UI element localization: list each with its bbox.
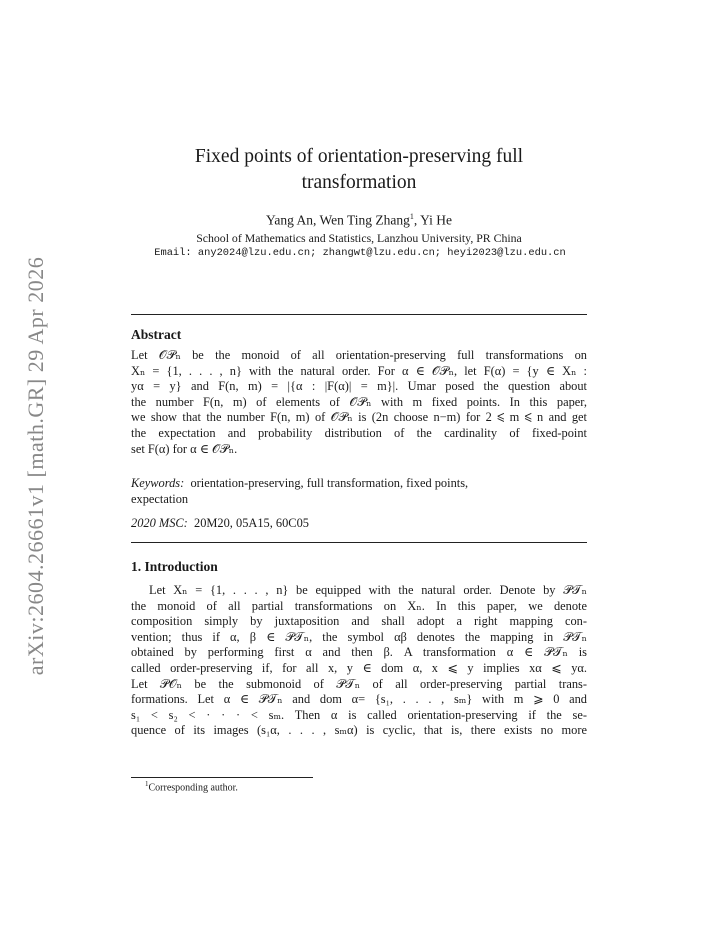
introduction-body (131, 583, 587, 739)
abstract-heading: Abstract (131, 327, 182, 342)
abstract-line: we show that the number F(n, m) of 𝒪𝒫ₙ is (2n choose n−m) for 2 ⩽ m ⩽ n and get (131, 410, 587, 425)
intro-line: quence of its images (s₁α, . . . , sₘα) is cyclic, that is, there exists no more (131, 723, 587, 738)
abstract-bottom-rule (131, 542, 587, 543)
intro-line: obtained by performing first α and then β. A transformation α ∈ 𝒫𝒯ₙ is (131, 645, 587, 660)
intro-line: composition simply by juxtaposition and shall adopt a right mapping con- (131, 614, 587, 629)
intro-line: Let 𝒫𝒪ₙ be the submonoid of 𝒫𝒯ₙ of all order-preserving partial trans- (131, 676, 587, 691)
intro-line: s₁ < s₂ < · · · < sₘ. Then α is called orientation-preserving if the se- (131, 707, 587, 722)
intro-line: Let Xₙ = {1, . . . , n} be equipped with the natural order. Denote by 𝒫𝒯ₙ (149, 583, 587, 597)
abstract-line: yα = y} and F(n, m) = |{α : |F(α)| = m}|. Umar posed the question about (131, 379, 587, 394)
intro-line: formations. Let α ∈ 𝒫𝒯ₙ and dom α= {s₁, . . . , sₘ} with m ⩾ 0 and (131, 692, 587, 707)
abstract-line: set F(α) for α ∈ 𝒪𝒫ₙ. (131, 441, 238, 456)
msc-label: 2020 MSC: (131, 516, 188, 530)
section-heading-introduction: 1. Introduction (131, 559, 218, 574)
authors-text: , Yi He (413, 212, 453, 228)
msc-classification (131, 516, 587, 532)
title-line: transformation (301, 172, 417, 193)
email-line: Email: any2024@lzu.edu.cn; zhangwt@lzu.edu.cn; heyi2023@lzu.edu.cn (154, 247, 566, 259)
keywords-text: orientation-preserving, full transformation, fixed points, (190, 476, 469, 490)
keywords (131, 476, 587, 507)
paper-title (131, 144, 587, 196)
intro-line: vention; thus if α, β ∈ 𝒫𝒯ₙ, the symbol αβ denotes the mapping in 𝒫𝒯ₙ (131, 629, 587, 644)
msc-codes: 20M20, 05A15, 60C05 (194, 516, 309, 530)
footnote (145, 780, 238, 793)
abstract-line: Xₙ = {1, . . . , n} with the natural order. For α ∈ 𝒪𝒫ₙ, let F(α) = {y ∈ Xₙ : (131, 363, 587, 378)
authors-text: Yang An, Wen Ting Zhang (265, 212, 410, 228)
author-list (131, 212, 587, 229)
abstract-body (131, 348, 587, 457)
title-line: Fixed points of orientation-preserving full (194, 146, 524, 167)
keywords-text: expectation (131, 491, 189, 506)
intro-line: the monoid of all partial transformations on Xₙ. In this paper, we denote (131, 598, 587, 613)
keywords-label: Keywords: (131, 476, 185, 490)
footnote-number: 1 (145, 780, 149, 788)
footnote-rule (131, 777, 313, 778)
arxiv-side-identifier: arXiv:2604.26661v1 [math.GR] 29 Apr 2026 (23, 256, 48, 676)
abstract-top-rule (131, 314, 587, 315)
footnote-marker[interactable]: 1 (409, 212, 414, 221)
abstract-line: the number F(n, m) of elements of 𝒪𝒫ₙ with m fixed points. In this paper, (131, 394, 587, 409)
abstract-line: Let 𝒪𝒫ₙ be the monoid of all orientation-preserving full transformations on (131, 348, 587, 362)
intro-line: called order-preserving if, for all x, y ∈ dom α, x ⩽ y implies xα ⩽ yα. (131, 660, 587, 675)
affiliation: School of Mathematics and Statistics, Lanzhou University, PR China (196, 231, 522, 245)
abstract-line: the expectation and probability distribution of the cardinality of fixed-point (131, 425, 587, 440)
footnote-text: Corresponding author. (148, 782, 238, 794)
